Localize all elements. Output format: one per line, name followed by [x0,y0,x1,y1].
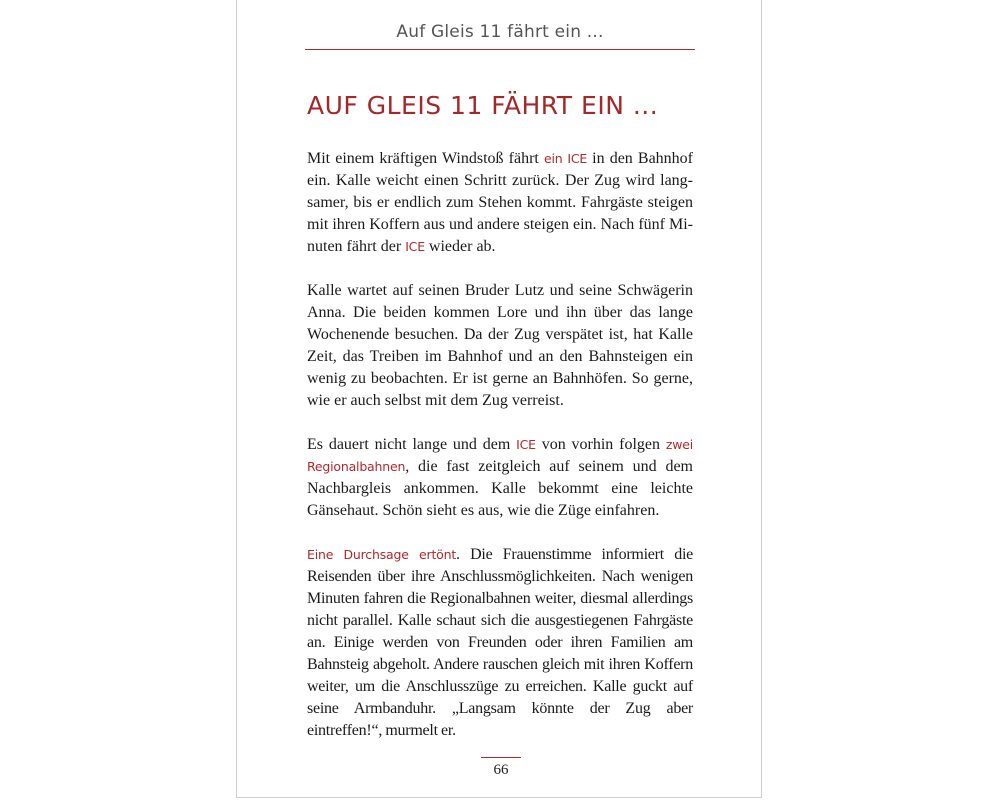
highlight-regionalbahnen: zwei Regionalbahnen [307,437,693,474]
page-number: 66 [493,762,509,778]
running-head: Auf Gleis 11 fährt ein ... [396,22,604,42]
paragraph-3-text-1: Es dauert nicht lange und dem [307,436,517,453]
highlight-ice-3: ICE [516,437,536,452]
paragraph-1 [307,148,693,258]
paragraph-3-text-3: , die fast zeitgleich auf seinem und dem Nachbargleis ankommen. Kalle bekommt eine leichte Gänsehaut. Schön sieht es aus, wie die Züge einfahren. [307,458,693,519]
book-page [236,0,762,798]
paragraph-3 [307,434,693,522]
highlight-ice-1: ein ICE [543,151,588,166]
paragraph-2-text: Kalle wartet auf seinen Bruder Lutz und seine Schwägerin Anna. Die beiden kommen Lore und ihn über das lange Wochenende besuchen. Da der Zug verspätet ist, hat Kalle Zeit, das Treiben im Bahnhof und an den Bahnsteigen ein wenig zu beobachten. Er ist gerne an Bahnhöfen. So gerne, wie er auch selbst mit dem Zug verreist. [307,282,693,409]
chapter-title: AUF GLEIS 11 FÄHRT EIN ... [307,91,659,120]
paragraph-1-text-3: wieder ab. [424,238,496,255]
paragraph-1-text-1: Mit einem kräftigen Windstoß fährt [307,150,544,167]
highlight-durchsage: Eine Durchsage ertönt [307,547,457,562]
footer-rule [481,757,521,758]
body-text [307,148,693,764]
paragraph-1-text-2: in den Bahnhof ein. Kalle weicht einen Schritt zurück. Der Zug wird langsamer, bis er endlich zum Stehen kommt. Fahrgäste steigen mit ihren Koffern aus und andere steigen ein. Nach fünf Minuten fährt der [307,150,693,255]
highlight-ice-2: ICE [405,239,425,254]
paragraph-4 [307,544,693,742]
header-rule [305,49,695,50]
paragraph-3-text-2: von vorhin folgen [535,436,666,453]
paragraph-2 [307,280,693,412]
paragraph-4-text: . Die Frauenstimme informiert die Reisenden über ihre Anschlussmöglichkeiten. Nach wenigen Minuten fahren die Regionalbahnen weiter, diesmal allerdings nicht parallel. Kalle schaut sich die ausgestiegenen Fahrgäste an. Einige werden von Freunden oder ihren Familien am Bahnsteig abgeholt. Andere rauschen gleich mit ihren Koffern weiter, um die Anschlusszüge zu erreichen. Kalle guckt auf seine Armbanduhr. „Langsam könnte der Zug aber eintreffen!“, murmelt er. [307,546,694,739]
